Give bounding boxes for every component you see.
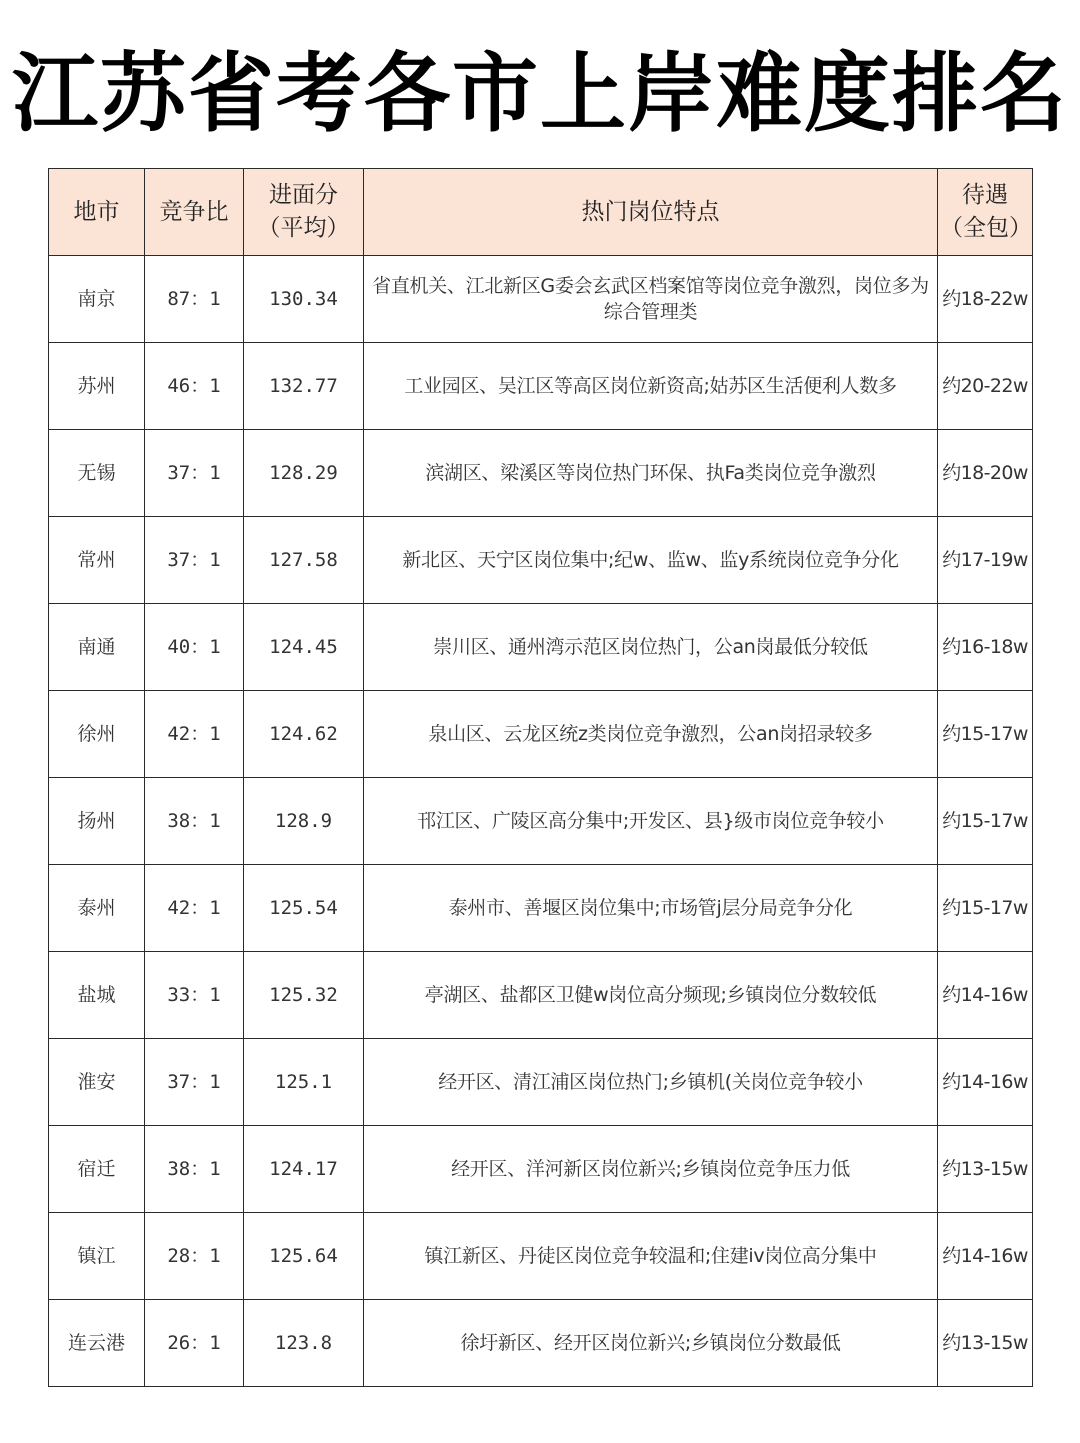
table-body [49, 256, 1033, 1387]
table-row [49, 256, 1033, 343]
cell-ratio: 37：1 [145, 517, 244, 604]
cell-ratio: 42：1 [145, 691, 244, 778]
cell-city: 连云港 [49, 1300, 145, 1387]
cell-features: 工业园区、吴江区等高区岗位新资高;姑苏区生活便利人数多 [364, 343, 938, 430]
table-row [49, 1126, 1033, 1213]
cell-ratio: 26：1 [145, 1300, 244, 1387]
cell-features: 经开区、清江浦区岗位热门;乡镇机(关岗位竞争较小 [364, 1039, 938, 1126]
table-row [49, 691, 1033, 778]
cell-features: 滨湖区、梁溪区等岗位热门环保、执Fa类岗位竞争激烈 [364, 430, 938, 517]
cell-score: 125.54 [244, 865, 364, 952]
table-row [49, 865, 1033, 952]
cell-city: 无锡 [49, 430, 145, 517]
cell-features: 亭湖区、盐都区卫健w岗位高分频现;乡镇岗位分数较低 [364, 952, 938, 1039]
header-features: 热门岗位特点 [364, 169, 938, 256]
cell-features: 省直机关、江北新区G委会玄武区档案馆等岗位竞争激烈，岗位多为综合管理类 [364, 256, 938, 343]
cell-pay: 约13-15w [938, 1126, 1033, 1213]
table-header [49, 169, 1033, 256]
header-pay-line1: 待遇 [962, 182, 1008, 208]
table-row [49, 517, 1033, 604]
page-title: 江苏省考各市上岸难度排名 [12, 44, 1068, 144]
cell-ratio: 37：1 [145, 430, 244, 517]
cell-pay: 约18-20w [938, 430, 1033, 517]
header-city: 地市 [49, 169, 145, 256]
table-row [49, 952, 1033, 1039]
cell-score: 128.29 [244, 430, 364, 517]
cell-score: 127.58 [244, 517, 364, 604]
cell-ratio: 40：1 [145, 604, 244, 691]
cell-city: 南通 [49, 604, 145, 691]
header-pay-line2: （全包） [940, 215, 1032, 241]
cell-city: 常州 [49, 517, 145, 604]
cell-features: 崇川区、通州湾示范区岗位热门，公an岗最低分较低 [364, 604, 938, 691]
cell-pay: 约13-15w [938, 1300, 1033, 1387]
cell-city: 泰州 [49, 865, 145, 952]
cell-city: 苏州 [49, 343, 145, 430]
cell-pay: 约14-16w [938, 952, 1033, 1039]
table-row [49, 430, 1033, 517]
header-pay [938, 169, 1033, 256]
cell-pay: 约18-22w [938, 256, 1033, 343]
table-row [49, 343, 1033, 430]
cell-city: 宿迁 [49, 1126, 145, 1213]
header-score-line2: （平均） [257, 215, 350, 241]
cell-score: 123.8 [244, 1300, 364, 1387]
table-row [49, 604, 1033, 691]
cell-ratio: 38：1 [145, 1126, 244, 1213]
cell-city: 徐州 [49, 691, 145, 778]
cell-features: 经开区、洋河新区岗位新兴;乡镇岗位竞争压力低 [364, 1126, 938, 1213]
cell-city: 淮安 [49, 1039, 145, 1126]
cell-city: 盐城 [49, 952, 145, 1039]
cell-city: 扬州 [49, 778, 145, 865]
cell-score: 125.64 [244, 1213, 364, 1300]
cell-features: 泉山区、云龙区统z类岗位竞争激烈，公an岗招录较多 [364, 691, 938, 778]
table-row [49, 1300, 1033, 1387]
cell-ratio: 28：1 [145, 1213, 244, 1300]
cell-pay: 约14-16w [938, 1039, 1033, 1126]
ranking-table [48, 168, 1033, 1387]
cell-score: 128.9 [244, 778, 364, 865]
cell-score: 124.45 [244, 604, 364, 691]
cell-city: 镇江 [49, 1213, 145, 1300]
header-score-line1: 进面分 [269, 182, 338, 208]
cell-ratio: 37：1 [145, 1039, 244, 1126]
table-row [49, 1039, 1033, 1126]
cell-ratio: 38：1 [145, 778, 244, 865]
cell-features: 邗江区、广陵区高分集中;开发区、县}级市岗位竞争较小 [364, 778, 938, 865]
cell-features: 徐圩新区、经开区岗位新兴;乡镇岗位分数最低 [364, 1300, 938, 1387]
cell-score: 130.34 [244, 256, 364, 343]
cell-pay: 约14-16w [938, 1213, 1033, 1300]
cell-features: 镇江新区、丹徒区岗位竞争较温和;住建iv岗位高分集中 [364, 1213, 938, 1300]
table-row [49, 778, 1033, 865]
table-row [49, 1213, 1033, 1300]
cell-ratio: 87：1 [145, 256, 244, 343]
header-score [244, 169, 364, 256]
cell-pay: 约17-19w [938, 517, 1033, 604]
cell-pay: 约20-22w [938, 343, 1033, 430]
cell-score: 132.77 [244, 343, 364, 430]
cell-ratio: 33：1 [145, 952, 244, 1039]
cell-pay: 约16-18w [938, 604, 1033, 691]
cell-ratio: 42：1 [145, 865, 244, 952]
cell-score: 125.32 [244, 952, 364, 1039]
header-ratio: 竞争比 [145, 169, 244, 256]
cell-city: 南京 [49, 256, 145, 343]
cell-pay: 约15-17w [938, 865, 1033, 952]
cell-score: 124.62 [244, 691, 364, 778]
cell-score: 124.17 [244, 1126, 364, 1213]
cell-pay: 约15-17w [938, 691, 1033, 778]
cell-pay: 约15-17w [938, 778, 1033, 865]
cell-features: 泰州市、善堰区岗位集中;市场管j层分局竞争分化 [364, 865, 938, 952]
cell-score: 125.1 [244, 1039, 364, 1126]
cell-features: 新北区、天宁区岗位集中;纪w、监w、监y系统岗位竞争分化 [364, 517, 938, 604]
cell-ratio: 46：1 [145, 343, 244, 430]
